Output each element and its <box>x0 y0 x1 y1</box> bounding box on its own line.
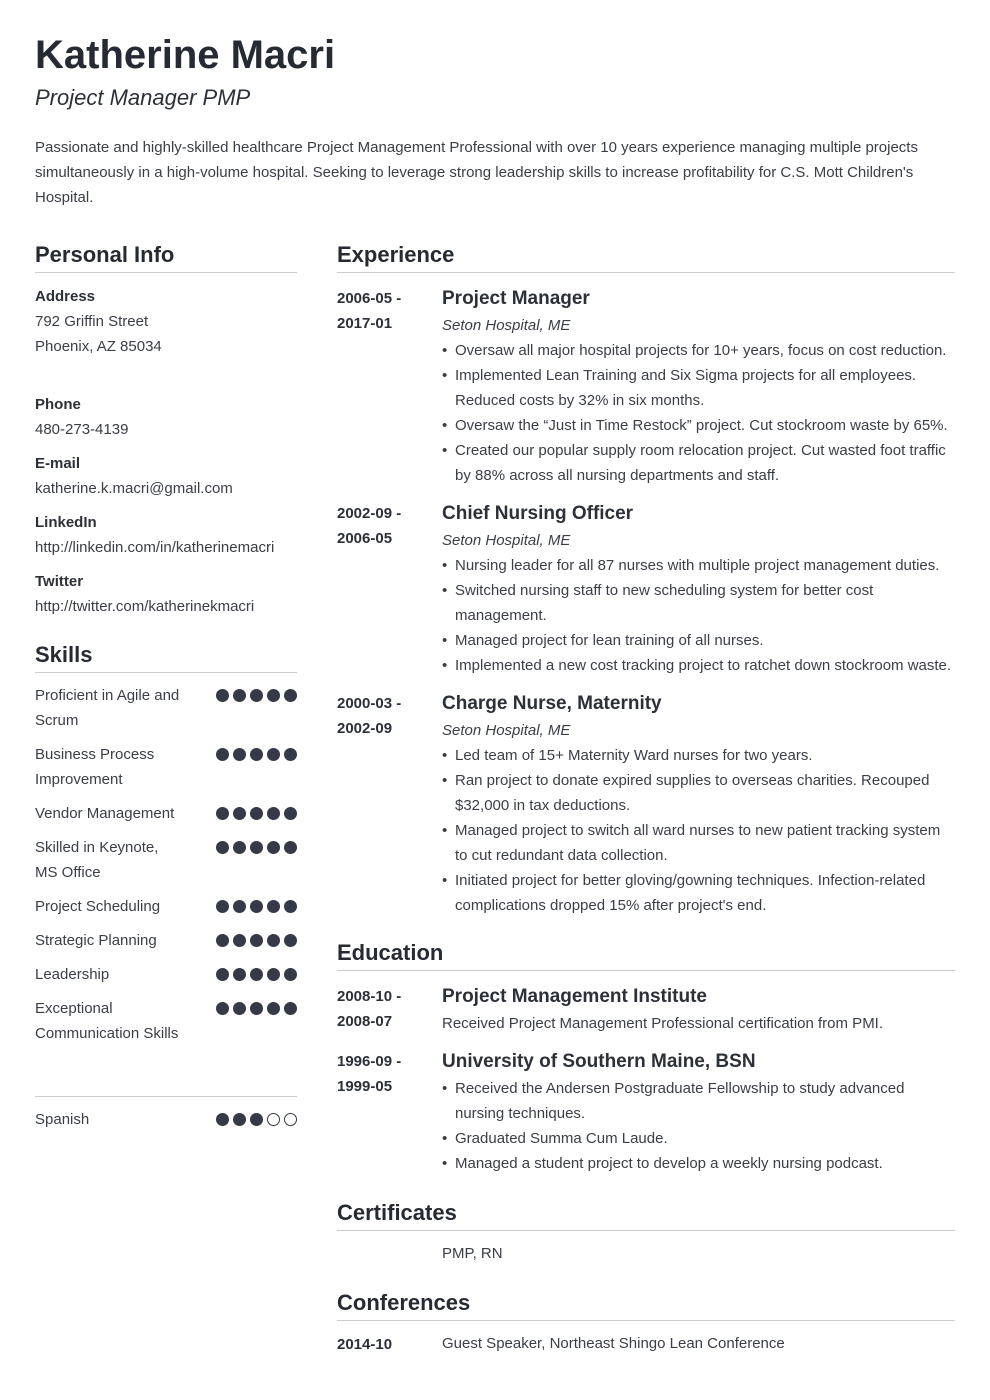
address-line-1: 792 Griffin Street <box>35 313 149 330</box>
education-body <box>442 983 955 1036</box>
rating-dots <box>216 742 297 761</box>
rating-dot-filled <box>233 1113 246 1126</box>
linkedin-label: LinkedIn <box>35 514 97 531</box>
rating-dots <box>216 996 297 1015</box>
skill-row <box>35 928 297 953</box>
rating-dot-filled <box>216 689 229 702</box>
experience-organization: Seton Hospital, ME <box>442 532 571 549</box>
skill-name: Project Scheduling <box>35 898 161 915</box>
language-name: Spanish <box>35 1111 90 1128</box>
twitter-link[interactable]: http://twitter.com/katherinekmacri <box>35 598 255 615</box>
education-entry <box>337 983 955 1036</box>
phone-value: 480-273-4139 <box>35 421 129 438</box>
rating-dot-filled <box>233 841 246 854</box>
rating-dot-filled <box>233 968 246 981</box>
rating-dot-filled <box>267 841 280 854</box>
rating-dot-filled <box>250 807 263 820</box>
candidate-role: Project Manager PMP <box>35 85 251 110</box>
bullet-item: • Graduated Summa Cum Laude. <box>442 1126 955 1151</box>
rating-dot-filled <box>233 900 246 913</box>
experience-date-end: 2002-09 <box>337 720 393 737</box>
bullet-item: • Implemented a new cost tracking project to ratchet down stockroom waste. <box>442 653 955 678</box>
certificates-text: PMP, RN <box>442 1245 503 1262</box>
rating-dots <box>216 835 297 854</box>
rating-dot-filled <box>284 841 297 854</box>
rating-dot-filled <box>284 689 297 702</box>
conference-row <box>337 1331 955 1357</box>
rating-dot-filled <box>267 807 280 820</box>
experience-date-end: 2017-01 <box>337 315 393 332</box>
skill-row <box>35 996 297 1046</box>
skill-name: Exceptional Communication Skills <box>35 1000 179 1042</box>
bullet-item: • Nursing leader for all 87 nurses with multiple project management duties. <box>442 553 955 578</box>
language-row <box>35 1107 297 1132</box>
rating-dot-filled <box>233 689 246 702</box>
conference-text: Guest Speaker, Northeast Shingo Lean Conference <box>442 1335 785 1352</box>
skills-section <box>35 640 297 1132</box>
left-column <box>35 240 297 1132</box>
experience-date-start: 2002-09 - <box>337 505 402 522</box>
education-entry <box>337 1048 955 1176</box>
rating-dot-filled <box>250 689 263 702</box>
rating-dot-filled <box>284 807 297 820</box>
bullet-item: • Managed project for lean training of all nurses. <box>442 628 955 653</box>
bullet-item: • Oversaw all major hospital projects for 10+ years, focus on cost reduction. <box>442 338 955 363</box>
experience-entry <box>337 690 955 918</box>
bullet-item: • Implemented Lean Training and Six Sigma projects for all employees. Reduced costs by 32% in six months. <box>442 363 955 413</box>
personal-info-heading: Personal Info <box>35 240 297 273</box>
skill-name: Strategic Planning <box>35 932 157 949</box>
rating-dot-filled <box>250 934 263 947</box>
experience-body <box>442 285 955 488</box>
rating-dot-filled <box>267 968 280 981</box>
rating-dot-filled <box>216 841 229 854</box>
education-title: Project Management Institute <box>442 986 707 1007</box>
skill-name: Vendor Management <box>35 805 175 822</box>
rating-dot-filled <box>284 968 297 981</box>
skill-name: Proficient in Agile and Scrum <box>35 687 180 729</box>
rating-dot-filled <box>250 841 263 854</box>
rating-dots <box>216 683 297 702</box>
rating-dot-filled <box>233 748 246 761</box>
rating-dot-filled <box>267 934 280 947</box>
rating-dot-filled <box>216 748 229 761</box>
experience-heading: Experience <box>337 240 955 273</box>
experience-list <box>337 285 955 918</box>
right-column <box>337 240 955 1357</box>
rating-dot-filled <box>216 968 229 981</box>
skill-row <box>35 683 297 733</box>
skill-row <box>35 962 297 987</box>
conferences-heading: Conferences <box>337 1288 955 1321</box>
skill-name: Skilled in Keynote, MS Office <box>35 839 159 881</box>
address-block <box>35 284 297 359</box>
education-description: Received Project Management Professional certification from PMI. <box>442 1015 884 1032</box>
rating-dot-filled <box>216 1002 229 1015</box>
address-label: Address <box>35 288 96 305</box>
education-dates <box>337 983 442 1036</box>
certificate-row <box>337 1241 955 1266</box>
rating-dot-filled <box>233 934 246 947</box>
languages-section <box>35 1096 297 1132</box>
bullet-item: • Managed a student project to develop a weekly nursing podcast. <box>442 1151 955 1176</box>
rating-dot-filled <box>250 1002 263 1015</box>
experience-date-start: 2000-03 - <box>337 695 402 712</box>
rating-dot-filled <box>250 968 263 981</box>
rating-dot-filled <box>267 900 280 913</box>
experience-entry <box>337 500 955 678</box>
rating-dot-filled <box>284 748 297 761</box>
rating-dots <box>216 1107 297 1126</box>
rating-dots <box>216 801 297 820</box>
rating-dot-filled <box>284 900 297 913</box>
experience-organization: Seton Hospital, ME <box>442 722 571 739</box>
rating-dot-filled <box>250 1113 263 1126</box>
education-date-end: 1999-05 <box>337 1078 393 1095</box>
rating-dot-filled <box>267 748 280 761</box>
rating-dot-filled <box>267 1002 280 1015</box>
bullet-item: • Switched nursing staff to new scheduling system for better cost management. <box>442 578 955 628</box>
education-date-start: 1996-09 - <box>337 1053 402 1070</box>
experience-body <box>442 500 955 678</box>
rating-dot-filled <box>250 900 263 913</box>
education-date-end: 2008-07 <box>337 1013 393 1030</box>
education-bullets <box>442 1076 955 1176</box>
rating-dot-filled <box>216 807 229 820</box>
bullet-item: • Managed project to switch all ward nurses to new patient tracking system to cut redundant data collection. <box>442 818 955 868</box>
experience-date-start: 2006-05 - <box>337 290 402 307</box>
summary-paragraph: Passionate and highly-skilled healthcare Project Management Professional with over 10 years experience managing multiple projects simultaneously in a high-volume hospital. Seeking to leverage strong leadership skills to increase profitability for C.S. Mott Children's Hospital. <box>35 139 918 206</box>
skill-row <box>35 742 297 792</box>
rating-dot-filled <box>233 1002 246 1015</box>
phone-block <box>35 392 297 442</box>
conference-date: 2014-10 <box>337 1336 393 1353</box>
rating-dot-filled <box>216 934 229 947</box>
linkedin-block <box>35 510 297 560</box>
twitter-label: Twitter <box>35 573 84 590</box>
rating-dots <box>216 894 297 913</box>
education-dates <box>337 1048 442 1176</box>
rating-dots <box>216 928 297 947</box>
resume-header <box>35 30 955 210</box>
skill-name: Business Process Improvement <box>35 746 155 788</box>
twitter-block <box>35 569 297 619</box>
bullet-item: • Created our popular supply room relocation project. Cut wasted foot traffic by 88% across all nursing departments and staff. <box>442 438 955 488</box>
experience-dates <box>337 690 442 918</box>
experience-entry <box>337 285 955 488</box>
candidate-name: Katherine Macri <box>35 33 336 77</box>
rating-dot-filled <box>250 748 263 761</box>
address-line-2: Phoenix, AZ 85034 <box>35 338 162 355</box>
bullet-item: • Led team of 15+ Maternity Ward nurses for two years. <box>442 743 955 768</box>
email-block <box>35 451 297 501</box>
languages-list <box>35 1107 297 1132</box>
experience-bullets <box>442 553 955 678</box>
skill-row <box>35 835 297 885</box>
rating-dot-filled <box>216 900 229 913</box>
certificates-heading: Certificates <box>337 1198 955 1231</box>
skill-row <box>35 801 297 826</box>
education-body <box>442 1048 955 1176</box>
experience-dates <box>337 500 442 678</box>
education-title: University of Southern Maine, BSN <box>442 1051 756 1072</box>
skills-heading: Skills <box>35 640 297 673</box>
rating-dots <box>216 962 297 981</box>
email-value[interactable]: katherine.k.macri@gmail.com <box>35 480 233 497</box>
experience-title: Chief Nursing Officer <box>442 503 634 524</box>
experience-date-end: 2006-05 <box>337 530 393 547</box>
bullet-item: • Initiated project for better gloving/gowning techniques. Infection-related complications dropped 15% after project's end. <box>442 868 955 918</box>
rating-dot-filled <box>284 934 297 947</box>
experience-title: Charge Nurse, Maternity <box>442 693 662 714</box>
rating-dot-filled <box>233 807 246 820</box>
education-heading: Education <box>337 938 955 971</box>
experience-bullets <box>442 743 955 918</box>
rating-dot-empty <box>267 1113 280 1126</box>
phone-label: Phone <box>35 396 81 413</box>
bullet-item: • Ran project to donate expired supplies to overseas charities. Recouped $32,000 in tax deductions. <box>442 768 955 818</box>
rating-dot-empty <box>284 1113 297 1126</box>
bullet-item: • Oversaw the “Just in Time Restock” project. Cut stockroom waste by 65%. <box>442 413 955 438</box>
rating-dot-filled <box>216 1113 229 1126</box>
experience-title: Project Manager <box>442 288 590 309</box>
experience-bullets <box>442 338 955 488</box>
experience-body <box>442 690 955 918</box>
skills-list <box>35 683 297 1046</box>
skill-row <box>35 894 297 919</box>
linkedin-link[interactable]: http://linkedin.com/in/katherinemacri <box>35 539 275 556</box>
rating-dot-filled <box>284 1002 297 1015</box>
education-list <box>337 983 955 1176</box>
experience-dates <box>337 285 442 488</box>
skill-name: Leadership <box>35 966 110 983</box>
bullet-item: • Received the Andersen Postgraduate Fellowship to study advanced nursing techniques. <box>442 1076 955 1126</box>
education-date-start: 2008-10 - <box>337 988 402 1005</box>
experience-organization: Seton Hospital, ME <box>442 317 571 334</box>
email-label: E-mail <box>35 455 81 472</box>
rating-dot-filled <box>267 689 280 702</box>
